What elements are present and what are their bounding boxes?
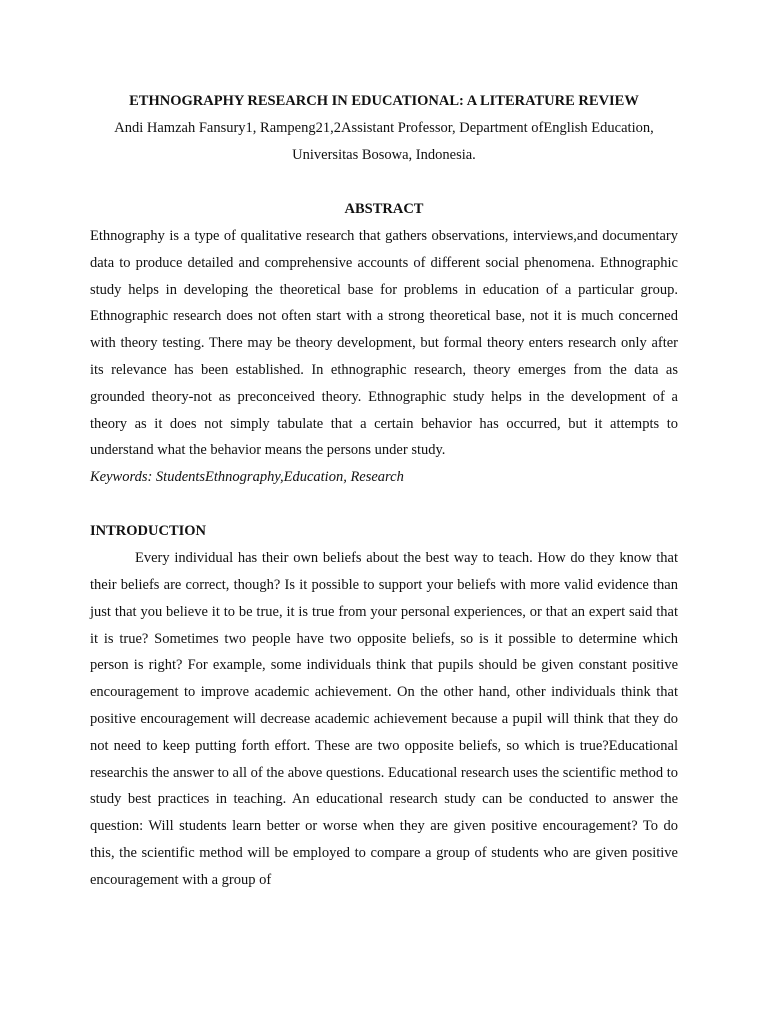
abstract-heading: ABSTRACT [344, 201, 424, 217]
author-affiliation-line-1: Andi Hamzah Fansury1, Rampeng21,2Assistant Professor, Department ofEnglish Education, [114, 120, 654, 136]
abstract-paragraph: Ethnography is a type of qualitative research that gathers observations, interviews,and documentary data to produce detailed and comprehensive accounts of different social phenomena. Ethnographic study helps in developing the theoretical base for problems in education of a particular group. Ethnographic research does not often start with a strong theoretical base, not it is much concerned with theory testing. There may be theory development, but formal theory enters research only after its relevance has been established. In ethnographic research, theory emerges from the data as grounded theory-not as preconceived theory. Ethnographic study helps in the development of a theory as it does not simply tabulate that a certain behavior has occurred, but it attempts to understand what the behavior means the persons under study. [90, 228, 678, 459]
introduction-paragraph: Every individual has their own beliefs about the best way to teach. How do they know that their beliefs are correct, though? Is it possible to support your beliefs with more valid evidence than just that you believe it to be true, it is true from your personal experiences, or that an expert said that it is true? Sometimes two people have two opposite beliefs, so is it possible to determine which person is right? For example, some individuals think that pupils should be given constant positive encouragement to improve academic achievement. On the other hand, other individuals think that positive encouragement will decrease academic achievement because a pupil will think that they do not need to keep putting forth effort. These are two opposite beliefs, so which is true?Educational researchis the answer to all of the above questions. Educational research uses the scientific method to study best practices in teaching. An educational research study can be conducted to answer the question: Will students learn better or worse when they are given positive encouragement? To do this, the scientific method will be employed to compare a group of students who are given positive encouragement with a group of [90, 550, 678, 888]
paper-title: ETHNOGRAPHY RESEARCH IN EDUCATIONAL: A LITERATURE REVIEW [129, 93, 639, 109]
introduction-heading: INTRODUCTION [90, 523, 207, 540]
paper-page [90, 88, 678, 894]
keywords-line: Keywords: StudentsEthnography,Education, Research [90, 469, 404, 486]
author-affiliation-line-2: Universitas Bosowa, Indonesia. [292, 147, 476, 163]
